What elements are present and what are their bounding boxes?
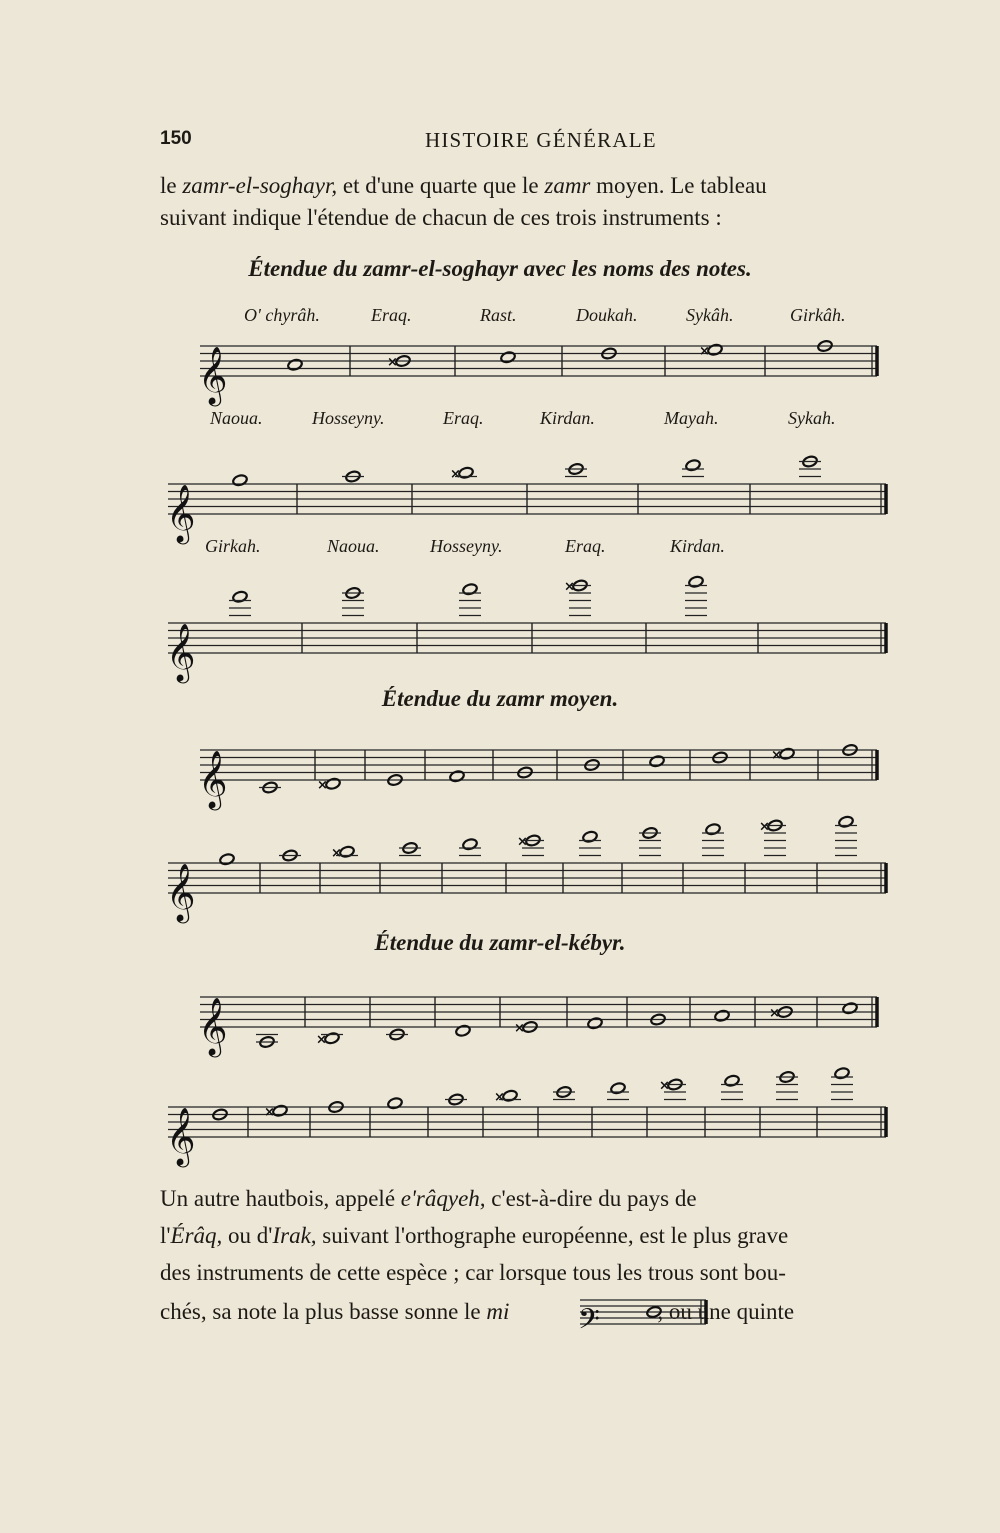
note-name-label: Girkah. [205, 536, 261, 556]
whole-note [724, 1074, 740, 1087]
caption-zamr-moyen: Étendue du zamr moyen. [381, 686, 619, 711]
note-name-label: Hosseyny. [430, 536, 503, 556]
intro-line-2: suivant indique l'étendue de chacun de ces trois instruments : [160, 205, 722, 230]
music-staff-1 [195, 326, 885, 404]
whole-note [232, 474, 248, 487]
text: moyen. Le tableau [590, 173, 767, 198]
page-header [160, 128, 880, 158]
whole-note [834, 1067, 850, 1080]
treble-clef: 𝄞 [198, 750, 228, 808]
treble-clef: 𝄞 [198, 997, 228, 1055]
whole-note [705, 823, 721, 836]
caption-zamr-el-kebyr: Étendue du zamr-el-kébyr. [374, 930, 626, 955]
note-name-label: Doukah. [576, 305, 638, 325]
accidental-mark: × [771, 747, 782, 763]
whole-note [500, 351, 516, 364]
accidental-mark: × [331, 845, 342, 861]
note-name-label: Eraq. [565, 536, 606, 556]
accidental-mark: × [659, 1078, 670, 1094]
accidental-mark: × [564, 579, 575, 595]
term-zamr-el-soghayr: zamr-el-soghayr, [182, 173, 338, 198]
accidental-mark: × [759, 819, 770, 835]
body-line-2 [160, 1217, 882, 1254]
note-name-label: Eraq. [443, 408, 484, 428]
whole-note [587, 1017, 603, 1030]
accidental-mark: × [494, 1089, 505, 1105]
whole-note [582, 830, 598, 843]
whole-note [462, 838, 478, 851]
treble-clef: 𝄞 [166, 1107, 196, 1165]
body-line-1 [160, 1180, 882, 1217]
term-eraq: Érâq, [170, 1223, 223, 1248]
whole-note [287, 358, 303, 371]
inline-bass-staff [576, 1294, 712, 1334]
treble-clef: 𝄞 [166, 863, 196, 921]
whole-note [462, 583, 478, 596]
note-name-label: Sykâh. [686, 305, 734, 325]
intro-line-1 [160, 170, 882, 202]
note-name-label: Naoua. [210, 408, 263, 428]
text: Un autre hautbois, appelé [160, 1186, 401, 1211]
treble-clef: 𝄞 [198, 346, 228, 404]
whole-note [842, 1002, 858, 1015]
whole-note [688, 575, 704, 588]
treble-clef: 𝄞 [166, 484, 196, 542]
page-number: 150 [160, 128, 192, 149]
whole-note [219, 853, 235, 866]
text: c'est-à-dire du pays de [485, 1186, 697, 1211]
term-zamr: zamr [544, 173, 591, 198]
term-irak: Irak, [272, 1223, 317, 1248]
accidental-mark: × [264, 1104, 275, 1120]
note-name-label: Eraq. [371, 305, 412, 325]
accidental-mark: × [769, 1006, 780, 1021]
music-staff-7 [160, 1055, 890, 1165]
music-staff-2 [160, 440, 890, 542]
music-staff-6 [195, 985, 885, 1055]
whole-note [387, 1097, 403, 1110]
paragraph-intro [160, 170, 882, 234]
term-eraqyeh: e'râqyeh, [400, 1186, 486, 1211]
text: , ou une quinte [657, 1299, 795, 1324]
whole-note [455, 1024, 471, 1037]
whole-note [610, 1082, 626, 1095]
note-name-label: Girkâh. [790, 305, 846, 325]
term-mi: mi [486, 1299, 510, 1324]
accidental-mark: × [514, 1021, 525, 1036]
whole-note [232, 590, 248, 603]
accidental-mark: × [517, 834, 528, 850]
accidental-mark: × [316, 1032, 327, 1048]
note-name-label: Rast. [480, 305, 517, 325]
whole-note [714, 1009, 730, 1022]
running-title: HISTOIRE GÉNÉRALE [425, 128, 657, 152]
text: ou d' [222, 1223, 273, 1248]
accidental-mark: × [450, 466, 461, 482]
bass-clef: 𝄢 [578, 1303, 600, 1334]
music-staff-4 [195, 730, 885, 808]
whole-note [838, 815, 854, 828]
note-name-label: Hosseyny. [312, 408, 385, 428]
accidental-mark: × [317, 777, 328, 793]
music-staff-3 [160, 560, 890, 681]
caption-zamr-el-soghayr: Étendue du zamr-el-soghayr avec les noms des notes. [248, 256, 752, 281]
paragraph-eraqyeh-last-line [160, 1296, 882, 1328]
paragraph-eraqyeh [160, 1180, 882, 1291]
body-line-3: des instruments de cette espèce ; car lorsque tous les trous sont bou- [160, 1260, 786, 1285]
accidental-mark: × [387, 355, 398, 370]
music-staff-5 [160, 800, 890, 921]
text: et d'une quarte que le [337, 173, 545, 198]
text: chés, sa note la plus basse sonne le [160, 1299, 487, 1324]
whole-note [685, 459, 701, 472]
text: l' [160, 1223, 171, 1248]
whole-note [649, 755, 665, 768]
note-name-label: Mayah. [664, 408, 719, 428]
note-name-label: Kirdan. [540, 408, 595, 428]
accidental-mark: × [699, 343, 710, 359]
text: suivant l'orthographe européenne, est le plus grave [316, 1223, 789, 1248]
note-name-label: Naoua. [327, 536, 380, 556]
note-name-label: Kirdan. [670, 536, 725, 556]
note-name-label: Sykah. [788, 408, 836, 428]
whole-note [449, 770, 465, 783]
text: le [160, 173, 183, 198]
treble-clef: 𝄞 [166, 623, 196, 681]
note-name-label: O' chyrâh. [244, 305, 320, 325]
